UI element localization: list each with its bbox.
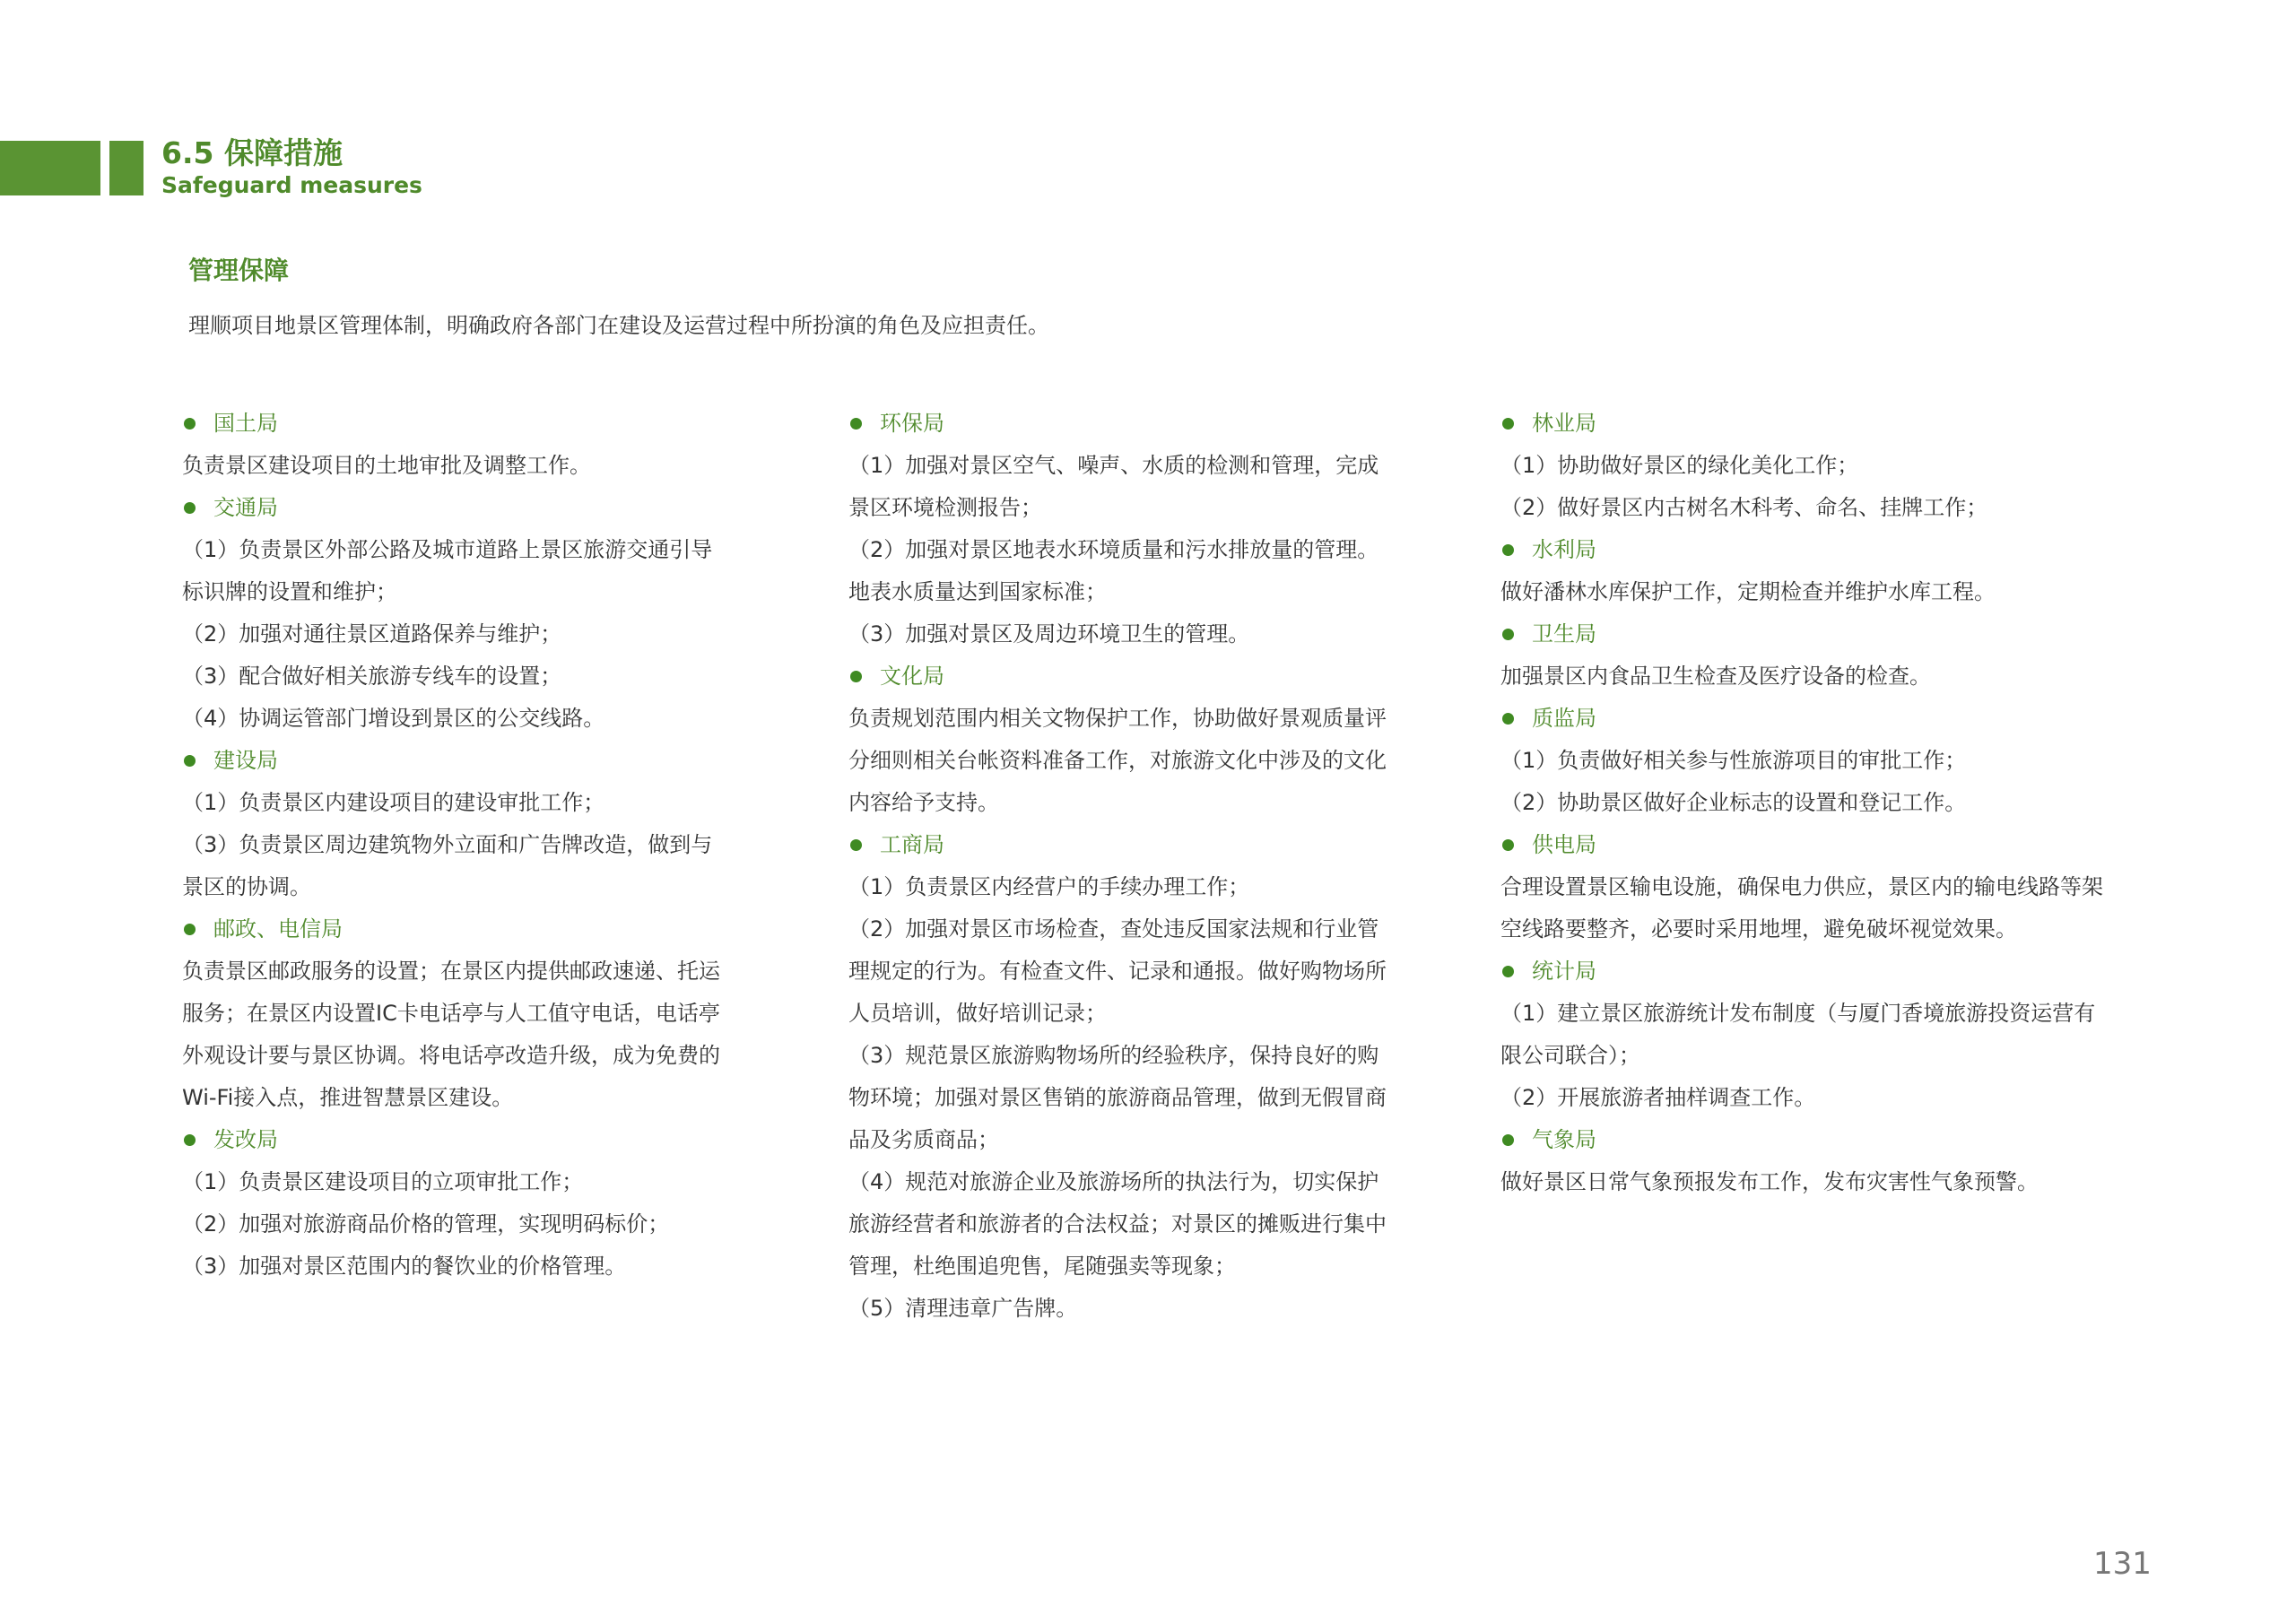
bureau-name: 质监局 xyxy=(1532,706,1596,731)
bullet-icon xyxy=(850,418,862,430)
bureau-duty-line: 限公司联合）； xyxy=(1500,1043,1640,1068)
bureau-duty-line: 负责景区邮政服务的设置；在景区内提供邮政速递、托运 xyxy=(182,959,720,984)
column-2 xyxy=(848,403,1458,1330)
bureau-duty-line: 品及劣质商品； xyxy=(848,1127,999,1152)
bureau-name: 卫生局 xyxy=(1532,621,1596,647)
bureau-duty-line: 标识牌的设置和维护； xyxy=(182,579,397,604)
bureau-duty-line: 服务；在景区内设置IC卡电话亭与人工值守电话，电话亭 xyxy=(182,1001,720,1026)
bureau-duty-line: 旅游经营者和旅游者的合法权益；对景区的摊贩进行集中 xyxy=(848,1211,1387,1237)
column-3 xyxy=(1500,403,2182,1203)
section-title: 6.5 保障措施 xyxy=(161,135,343,170)
bureau-duty-line: 理规定的行为。有检查文件、记录和通报。做好购物场所 xyxy=(848,959,1387,984)
bureau-duty-line: （3）加强对景区及周边环境卫生的管理。 xyxy=(848,621,1250,647)
bureau-duty-line: 景区环境检测报告； xyxy=(848,495,1042,520)
bureau-heading xyxy=(1500,698,2182,740)
bureau-name: 供电局 xyxy=(1532,832,1596,857)
bureau-duty-line: （1）建立景区旅游统计发布制度（与厦门香境旅游投资运营有 xyxy=(1500,1001,2096,1026)
bureau-heading xyxy=(1500,1119,2182,1161)
bullet-icon xyxy=(850,671,862,682)
bureau-duty-line: （1）负责景区内经营户的手续办理工作； xyxy=(848,874,1250,899)
bureau-duty-line: （1）负责景区建设项目的立项审批工作； xyxy=(182,1169,584,1194)
bureau-heading xyxy=(1500,529,2182,571)
bureau-duty-line: （2）协助景区做好企业标志的设置和登记工作。 xyxy=(1500,790,1967,815)
bureau-heading xyxy=(848,824,1458,866)
bureau-name: 国土局 xyxy=(213,411,278,436)
bullet-icon xyxy=(184,755,196,767)
bureau-heading xyxy=(848,403,1458,445)
bureau-name: 交通局 xyxy=(213,495,278,520)
bureau-name: 林业局 xyxy=(1532,411,1596,436)
bureau-duty-line: （2）做好景区内古树名木科考、命名、挂牌工作； xyxy=(1500,495,1988,520)
intro-paragraph: 理顺项目地景区管理体制，明确政府各部门在建设及运营过程中所扮演的角色及应担责任。 xyxy=(188,313,1049,338)
bureau-heading xyxy=(1500,950,2182,993)
section-subtitle: Safeguard measures xyxy=(161,172,422,198)
bureau-heading xyxy=(182,403,792,445)
sub-heading: 管理保障 xyxy=(188,256,290,285)
bullet-icon xyxy=(1502,418,1514,430)
bullet-icon xyxy=(1502,1134,1514,1146)
bureau-name: 气象局 xyxy=(1532,1127,1596,1152)
bureau-duty-line: （1）负责景区内建设项目的建设审批工作； xyxy=(182,790,605,815)
bullet-icon xyxy=(184,924,196,935)
bureau-duty-line: （2）加强对旅游商品价格的管理，实现明码标价； xyxy=(182,1211,670,1237)
page-number: 131 xyxy=(2093,1546,2152,1582)
bureau-duty-line: 管理，杜绝围追兜售，尾随强卖等现象； xyxy=(848,1254,1236,1279)
bureau-duty-line: 负责规划范围内相关文物保护工作，协助做好景观质量评 xyxy=(848,706,1387,731)
bureau-name: 水利局 xyxy=(1532,537,1596,562)
bureau-duty-line: 景区的协调。 xyxy=(182,874,311,899)
bullet-icon xyxy=(184,1134,196,1146)
bullet-icon xyxy=(1502,713,1514,725)
bureau-heading xyxy=(1500,824,2182,866)
bureau-duty-line: Wi-Fi接入点，推进智慧景区建设。 xyxy=(182,1085,514,1110)
bureau-heading xyxy=(1500,403,2182,445)
bureau-duty-line: （3）规范景区旅游购物场所的经验秩序，保持良好的购 xyxy=(848,1043,1379,1068)
bullet-icon xyxy=(1502,839,1514,851)
section-header xyxy=(161,135,422,199)
bureau-duty-line: （3）加强对景区范围内的餐饮业的价格管理。 xyxy=(182,1254,627,1279)
bureau-name: 统计局 xyxy=(1532,959,1596,984)
bureau-name: 发改局 xyxy=(213,1127,278,1152)
bureau-duty-line: 分细则相关台帐资料准备工作，对旅游文化中涉及的文化 xyxy=(848,748,1387,773)
bureau-duty-line: 做好景区日常气象预报发布工作，发布灾害性气象预警。 xyxy=(1500,1169,2039,1194)
bureau-duty-line: 加强景区内食品卫生检查及医疗设备的检查。 xyxy=(1500,664,1931,689)
bureau-name: 邮政、电信局 xyxy=(213,916,343,942)
column-1 xyxy=(182,403,792,1288)
header-bar-short xyxy=(109,141,144,195)
bureau-heading xyxy=(182,487,792,529)
bullet-icon xyxy=(184,418,196,430)
bureau-duty-line: 空线路要整齐，必要时采用地埋，避免破坏视觉效果。 xyxy=(1500,916,2017,942)
header-bar-long xyxy=(0,141,100,195)
bureau-heading xyxy=(182,1119,792,1161)
bureau-duty-line: （3）配合做好相关旅游专线车的设置； xyxy=(182,664,562,689)
bullet-icon xyxy=(1502,544,1514,556)
bureau-duty-line: 物环境；加强对景区售销的旅游商品管理，做到无假冒商 xyxy=(848,1085,1387,1110)
bureau-duty-line: 外观设计要与景区协调。将电话亭改造升级，成为免费的 xyxy=(182,1043,720,1068)
bureau-name: 建设局 xyxy=(213,748,278,773)
bureau-heading xyxy=(848,655,1458,698)
bureau-heading xyxy=(182,740,792,782)
bureau-duty-line: （2）加强对通往景区道路保养与维护； xyxy=(182,621,562,647)
bureau-duty-line: （4）规范对旅游企业及旅游场所的执法行为，切实保护 xyxy=(848,1169,1379,1194)
bureau-duty-line: （1）加强对景区空气、噪声、水质的检测和管理，完成 xyxy=(848,453,1379,478)
bureau-duty-line: 地表水质量达到国家标准； xyxy=(848,579,1107,604)
bureau-heading xyxy=(1500,613,2182,655)
bureau-duty-line: 负责景区建设项目的土地审批及调整工作。 xyxy=(182,453,591,478)
bullet-icon xyxy=(1502,629,1514,640)
bureau-duty-line: 人员培训，做好培训记录； xyxy=(848,1001,1107,1026)
bureau-duty-line: 合理设置景区输电设施，确保电力供应，景区内的输电线路等架 xyxy=(1500,874,2103,899)
bureau-duty-line: 内容给予支持。 xyxy=(848,790,999,815)
bureau-duty-line: （4）协调运管部门增设到景区的公交线路。 xyxy=(182,706,605,731)
bullet-icon xyxy=(184,502,196,514)
bureau-name: 工商局 xyxy=(880,832,944,857)
bureau-duty-line: 做好潘林水库保护工作，定期检查并维护水库工程。 xyxy=(1500,579,1996,604)
bureau-duty-line: （1）负责景区外部公路及城市道路上景区旅游交通引导 xyxy=(182,537,713,562)
bureau-duty-line: （1）负责做好相关参与性旅游项目的审批工作； xyxy=(1500,748,1967,773)
bureau-heading xyxy=(182,908,792,950)
bureau-name: 文化局 xyxy=(880,664,944,689)
bureau-name: 环保局 xyxy=(880,411,944,436)
bureau-duty-line: （2）加强对景区市场检查，查处违反国家法规和行业管 xyxy=(848,916,1379,942)
bureau-duty-line: （1）协助做好景区的绿化美化工作； xyxy=(1500,453,1859,478)
bullet-icon xyxy=(850,839,862,851)
bureau-duty-line: （2）加强对景区地表水环境质量和污水排放量的管理。 xyxy=(848,537,1379,562)
bureau-duty-line: （2）开展旅游者抽样调查工作。 xyxy=(1500,1085,1816,1110)
bureau-duty-line: （3）负责景区周边建筑物外立面和广告牌改造，做到与 xyxy=(182,832,713,857)
bureau-duty-line: （5）清理违章广告牌。 xyxy=(848,1296,1078,1321)
bullet-icon xyxy=(1502,966,1514,977)
